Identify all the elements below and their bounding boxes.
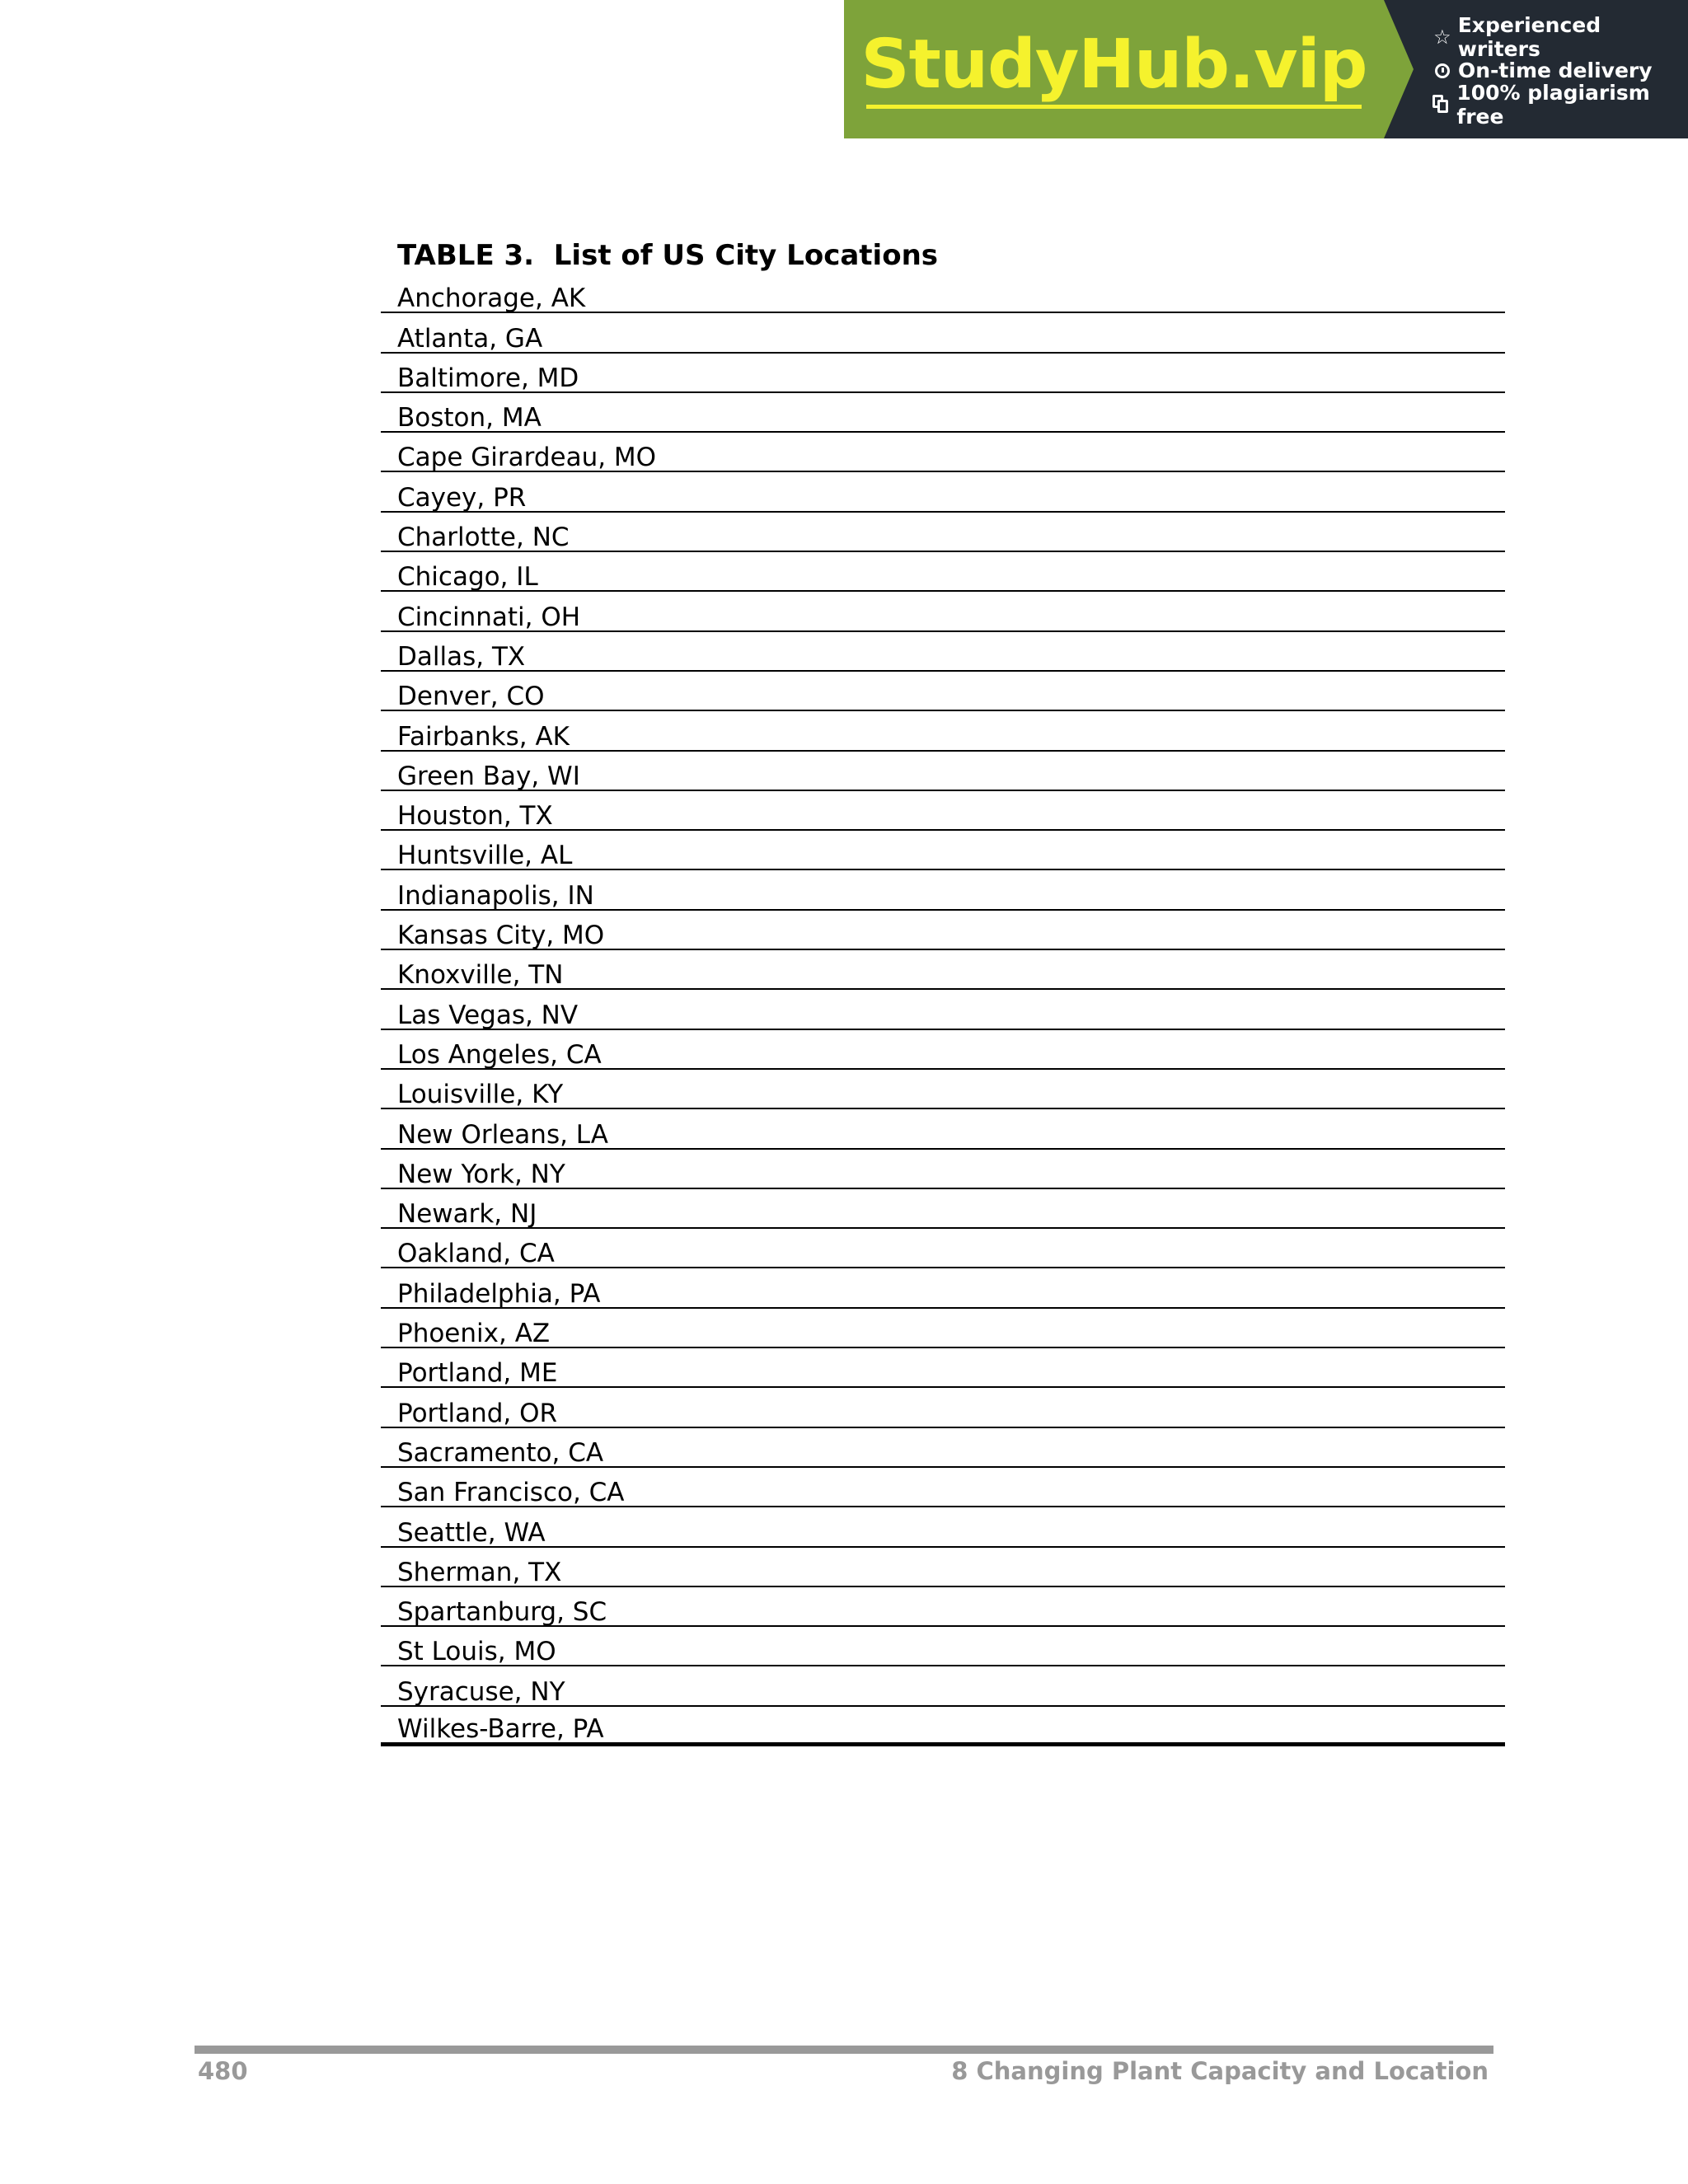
table-row (381, 472, 1505, 512)
feature-label: On-time delivery (1458, 59, 1653, 82)
city-cell: Philadelphia, PA (397, 1278, 601, 1309)
table-row (381, 1587, 1505, 1627)
table-row (381, 711, 1505, 751)
table-row (381, 791, 1505, 831)
city-cell: Louisville, KY (397, 1080, 564, 1110)
city-cell: Newark, NJ (397, 1199, 537, 1230)
table-row (381, 1468, 1505, 1507)
table-row (381, 990, 1505, 1029)
city-table (381, 274, 1505, 1746)
table-row (381, 870, 1505, 910)
table-row (381, 1507, 1505, 1547)
clock-icon (1432, 63, 1453, 78)
features-panel (1384, 0, 1688, 138)
table-row (381, 354, 1505, 393)
feature-item (1432, 12, 1688, 61)
table-row (381, 1150, 1505, 1189)
table-row (381, 1109, 1505, 1149)
city-cell: Green Bay, WI (397, 761, 580, 791)
city-cell: Denver, CO (397, 682, 545, 712)
city-cell: Cincinnati, OH (397, 602, 581, 632)
city-cell: Anchorage, AK (397, 284, 586, 314)
city-cell: Atlanta, GA (397, 323, 543, 354)
table-row (381, 1030, 1505, 1070)
table-row (381, 552, 1505, 592)
table-row (381, 1707, 1505, 1746)
table-row (381, 592, 1505, 631)
city-cell: Indianapolis, IN (397, 880, 594, 911)
table-row (381, 831, 1505, 870)
brand-underline (866, 105, 1362, 109)
city-cell: Knoxville, TN (397, 960, 564, 991)
city-cell: Portland, OR (397, 1398, 558, 1428)
table-row (381, 950, 1505, 990)
feature-label: Experienced writers (1457, 12, 1601, 61)
table-row (381, 393, 1505, 433)
city-cell: Houston, TX (397, 801, 553, 832)
table-row (381, 752, 1505, 791)
table-row (381, 1666, 1505, 1706)
table-row (381, 433, 1505, 472)
city-cell: Cayey, PR (397, 482, 527, 513)
city-cell: Portland, ME (397, 1358, 558, 1389)
city-cell: St Louis, MO (397, 1637, 556, 1667)
city-cell: Boston, MA (397, 403, 542, 434)
table-row (381, 911, 1505, 950)
table-row (381, 1309, 1505, 1348)
table-title: TABLE 3. List of US City Locations (397, 239, 939, 272)
city-cell: Syracuse, NY (397, 1676, 565, 1707)
city-cell: Kansas City, MO (397, 921, 605, 951)
table-row (381, 672, 1505, 711)
table-row (381, 1070, 1505, 1109)
copy-icon (1432, 95, 1451, 115)
table-row (381, 313, 1505, 353)
page-number: 480 (198, 2057, 248, 2085)
brand-panel (844, 0, 1384, 138)
city-cell: Spartanburg, SC (397, 1597, 607, 1628)
city-cell: Las Vegas, NV (397, 1000, 579, 1030)
footer-rule (195, 2046, 1493, 2054)
city-cell: Huntsville, AL (397, 841, 573, 871)
table-row (381, 274, 1505, 313)
city-cell: Charlotte, NC (397, 523, 570, 553)
table-row (381, 1627, 1505, 1666)
city-cell: Sacramento, CA (397, 1437, 604, 1468)
table-row (381, 1348, 1505, 1388)
studyhub-banner[interactable] (844, 0, 1688, 138)
table-row (381, 1268, 1505, 1308)
city-cell: Dallas, TX (397, 641, 526, 672)
brand-logo: StudyHub.vip (861, 26, 1367, 114)
feature-label: 100% plagiarism free (1456, 80, 1650, 129)
table-row (381, 1548, 1505, 1587)
city-cell: Cape Girardeau, MO (397, 443, 657, 473)
city-cell: New Orleans, LA (397, 1119, 608, 1150)
city-cell: Phoenix, AZ (397, 1319, 551, 1349)
city-cell: Los Angeles, CA (397, 1039, 602, 1070)
star-outline-icon: ☆ (1433, 25, 1451, 49)
city-cell: Oakland, CA (397, 1239, 555, 1269)
city-cell: San Francisco, CA (397, 1478, 625, 1508)
city-cell: Sherman, TX (397, 1557, 562, 1587)
chapter-title: 8 Changing Plant Capacity and Location (951, 2057, 1489, 2085)
city-cell: Chicago, IL (397, 562, 538, 593)
table-row (381, 513, 1505, 552)
city-cell: New York, NY (397, 1159, 565, 1189)
table-row (381, 1388, 1505, 1427)
table-row (381, 1189, 1505, 1229)
city-cell: Fairbanks, AK (397, 721, 570, 752)
table-row (381, 1428, 1505, 1468)
city-cell: Baltimore, MD (397, 363, 579, 393)
table-row (381, 632, 1505, 672)
feature-item (1432, 80, 1688, 129)
table-row (381, 1229, 1505, 1268)
city-cell: Wilkes-Barre, PA (397, 1713, 604, 1744)
city-cell: Seattle, WA (397, 1517, 546, 1548)
